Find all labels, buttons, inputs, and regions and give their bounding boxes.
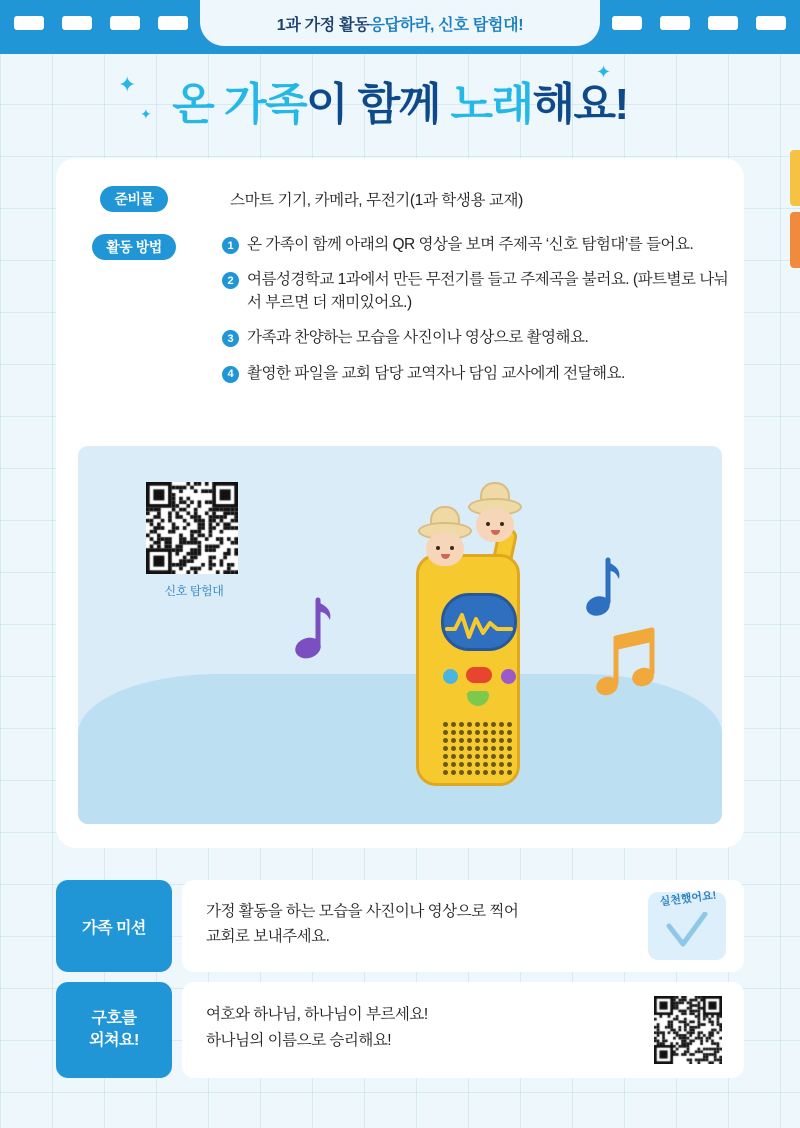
grill-dot bbox=[459, 754, 464, 759]
shout-text bbox=[206, 1002, 428, 1055]
grill-dot bbox=[507, 762, 512, 767]
grill-dot bbox=[451, 722, 456, 727]
family-mission-line2: 교회로 보내주세요. bbox=[206, 927, 330, 945]
family-mission-body bbox=[182, 880, 744, 972]
grill-dot bbox=[451, 754, 456, 759]
double-music-note-icon bbox=[594, 626, 664, 706]
grill-dot bbox=[499, 754, 504, 759]
family-mission-line1: 가정 활동을 하는 모습을 사진이나 영상으로 찍어 bbox=[206, 903, 519, 920]
grill-dot bbox=[491, 754, 496, 759]
sparkle-icon: ✦ bbox=[118, 72, 137, 97]
grill-dot bbox=[451, 730, 456, 735]
grill-dot bbox=[459, 762, 464, 767]
grill-dot bbox=[475, 762, 480, 767]
shout-label bbox=[56, 982, 172, 1078]
sparkle-icon: ✦ bbox=[596, 62, 612, 82]
qr-code-song[interactable] bbox=[146, 482, 238, 574]
grill-dot bbox=[475, 730, 480, 735]
grill-dot bbox=[475, 722, 480, 727]
family-mission-text bbox=[206, 900, 518, 950]
shout-line2: 하나님의 이름으로 승리해요! bbox=[206, 1032, 392, 1050]
grill-dot bbox=[507, 746, 512, 751]
button-red bbox=[466, 667, 492, 683]
grill-dot bbox=[459, 746, 464, 751]
prep-label-wrap bbox=[82, 186, 186, 212]
mouth bbox=[491, 530, 500, 535]
shout-row bbox=[56, 982, 744, 1078]
lesson-title-band bbox=[200, 0, 600, 46]
grill-dot bbox=[499, 738, 504, 743]
grill-dot bbox=[475, 746, 480, 751]
button-blue bbox=[443, 669, 458, 684]
grill-dot bbox=[483, 754, 488, 759]
grill-dot bbox=[443, 762, 448, 767]
grill-dot bbox=[475, 770, 480, 775]
grill-dot bbox=[443, 722, 448, 727]
film-perforation bbox=[62, 16, 92, 30]
grill-dot bbox=[499, 722, 504, 727]
grill-dot bbox=[483, 722, 488, 727]
grill-dot bbox=[459, 722, 464, 727]
lesson-title-plain: 1과 가정 활동 bbox=[276, 16, 370, 34]
side-tab-yellow bbox=[790, 150, 800, 206]
grill-dot bbox=[483, 738, 488, 743]
step-number: 1 bbox=[222, 237, 239, 254]
button-green bbox=[467, 691, 489, 706]
grill-dot bbox=[459, 730, 464, 735]
film-perforation bbox=[158, 16, 188, 30]
grill-dot bbox=[507, 754, 512, 759]
grill-dot bbox=[483, 746, 488, 751]
face bbox=[476, 508, 514, 542]
sparkle-icon: ✦ bbox=[140, 106, 152, 122]
shout-line1: 여호와 하나님, 하나님이 부르세요! bbox=[206, 1006, 428, 1023]
page-title-part1: 온 가족 bbox=[172, 80, 307, 129]
music-note-icon bbox=[578, 556, 622, 622]
grill-dot bbox=[451, 770, 456, 775]
device-body bbox=[416, 554, 520, 786]
page-title-part2: 이 함께 bbox=[306, 80, 451, 129]
eye bbox=[500, 522, 504, 526]
grill-dot bbox=[443, 738, 448, 743]
grill-dot bbox=[483, 730, 488, 735]
grill-dot bbox=[467, 770, 472, 775]
grill-dot bbox=[499, 730, 504, 735]
grill-dot bbox=[491, 770, 496, 775]
grill-dot bbox=[491, 762, 496, 767]
step-number: 2 bbox=[222, 272, 239, 289]
grill-dot bbox=[443, 754, 448, 759]
step-text: 가족과 찬양하는 모습을 사진이나 영상으로 촬영해요. bbox=[247, 329, 589, 347]
qr-code-shout[interactable] bbox=[654, 996, 722, 1069]
grill-dot bbox=[491, 730, 496, 735]
grill-dot bbox=[467, 762, 472, 767]
grill-dot bbox=[499, 770, 504, 775]
side-tab-orange bbox=[790, 212, 800, 268]
grill-dot bbox=[467, 754, 472, 759]
film-perforation bbox=[708, 16, 738, 30]
music-note-icon bbox=[288, 596, 334, 666]
grill-dot bbox=[443, 770, 448, 775]
song-qr-block[interactable] bbox=[146, 482, 242, 599]
stamp-caption: 실천했어요! bbox=[659, 889, 718, 909]
qr-caption: 신호 탐험대 bbox=[164, 584, 224, 598]
grill-dot bbox=[443, 730, 448, 735]
step-list bbox=[222, 234, 734, 398]
grill-dot bbox=[475, 754, 480, 759]
check-icon bbox=[663, 912, 709, 952]
step-text: 촬영한 파일을 교회 담당 교역자나 담임 교사에게 전달해요. bbox=[247, 364, 625, 382]
film-perforation bbox=[14, 16, 44, 30]
grill-dot bbox=[459, 770, 464, 775]
film-perforation bbox=[756, 16, 786, 30]
list-item bbox=[222, 234, 734, 256]
page-title bbox=[0, 68, 800, 132]
family-mission-row bbox=[56, 880, 744, 972]
grill-dot bbox=[499, 762, 504, 767]
prep-label: 준비물 bbox=[100, 186, 167, 212]
grill-dot bbox=[491, 738, 496, 743]
step-text: 여름성경학교 1과에서 만든 무전기를 들고 주제곡을 불러요. (파트별로 나눠서 부르면 더 재미있어요.) bbox=[247, 271, 729, 311]
page-title-part3: 노래 bbox=[450, 80, 533, 129]
grill-dot bbox=[483, 762, 488, 767]
list-item bbox=[222, 269, 734, 314]
button-purple bbox=[501, 669, 516, 684]
method-label-wrap bbox=[82, 234, 186, 260]
shout-body bbox=[182, 982, 744, 1078]
grill-dot bbox=[507, 722, 512, 727]
grill-dot bbox=[499, 746, 504, 751]
shout-label-line1: 구호를 bbox=[91, 1010, 137, 1028]
grill-dot bbox=[507, 730, 512, 735]
film-perforation bbox=[110, 16, 140, 30]
waveform-icon bbox=[445, 611, 513, 641]
lesson-title-accent: 응답하라, 신호 탐험대! bbox=[369, 16, 524, 34]
grill-dot bbox=[451, 746, 456, 751]
walkie-talkie-illustration bbox=[408, 536, 528, 786]
grill-dot bbox=[467, 730, 472, 735]
list-item bbox=[222, 327, 734, 349]
grill-dot bbox=[507, 738, 512, 743]
grill-dot bbox=[467, 746, 472, 751]
prep-text: 스마트 기기, 카메라, 무전기(1과 학생용 교재) bbox=[230, 192, 523, 209]
eye bbox=[436, 546, 440, 550]
step-number: 4 bbox=[222, 366, 239, 383]
grill-dot bbox=[467, 722, 472, 727]
grill-dot bbox=[491, 722, 496, 727]
grill-dot bbox=[475, 738, 480, 743]
mouth bbox=[441, 554, 450, 559]
grill-dot bbox=[451, 762, 456, 767]
grill-dot bbox=[443, 746, 448, 751]
shout-label-line2: 외쳐요! bbox=[89, 1032, 139, 1049]
face bbox=[426, 532, 464, 566]
speaker-grill bbox=[443, 722, 517, 774]
illustration-panel bbox=[78, 446, 722, 824]
eye bbox=[486, 522, 490, 526]
method-label: 활동 방법 bbox=[92, 234, 176, 260]
grill-dot bbox=[467, 738, 472, 743]
film-perforation bbox=[660, 16, 690, 30]
step-number: 3 bbox=[222, 330, 239, 347]
completion-stamp[interactable] bbox=[648, 889, 726, 960]
grill-dot bbox=[491, 746, 496, 751]
grill-dot bbox=[451, 738, 456, 743]
activity-card bbox=[56, 158, 744, 848]
eye bbox=[450, 546, 454, 550]
page-title-part4: 해요! bbox=[532, 80, 628, 129]
list-item bbox=[222, 363, 734, 385]
step-text: 온 가족이 함께 아래의 QR 영상을 보며 주제곡 ‘신호 탐험대’를 들어요. bbox=[247, 236, 694, 253]
grill-dot bbox=[507, 770, 512, 775]
grill-dot bbox=[483, 770, 488, 775]
family-mission-label: 가족 미션 bbox=[56, 880, 172, 972]
grill-dot bbox=[459, 738, 464, 743]
film-perforation bbox=[612, 16, 642, 30]
